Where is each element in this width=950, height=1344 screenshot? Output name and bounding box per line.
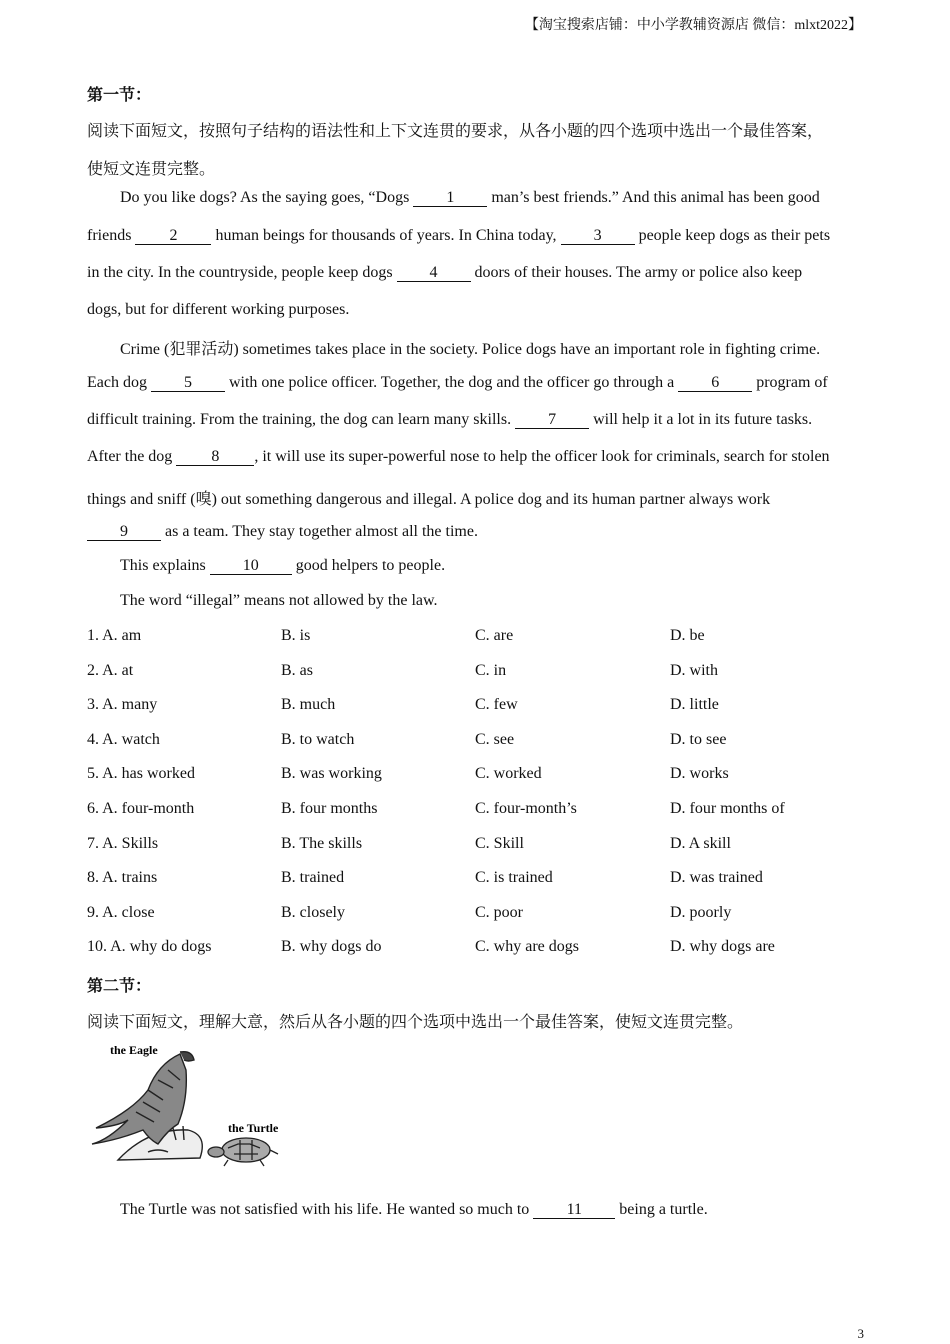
question-6-option-b[interactable]: B. four months	[281, 800, 378, 817]
question-5-option-b[interactable]: B. was working	[281, 765, 382, 783]
blank-6[interactable]: 6	[678, 375, 752, 392]
blank-11[interactable]: 11	[533, 1202, 615, 1219]
passage-2-line: After the dog 8 , it will use its super-powerful nose to help the officer look for criminals, search for stolen	[87, 448, 830, 465]
passage-2-line: 9 as a team. They stay together almost all the time.	[87, 523, 478, 541]
question-4-option-c[interactable]: C. see	[475, 730, 515, 748]
eagle-label: the Eagle	[110, 1043, 158, 1057]
question-7-option-a[interactable]: 7. A. Skills	[87, 834, 159, 852]
question-3-option-a[interactable]: 3. A. many	[87, 696, 158, 714]
question-10-option-d[interactable]: D. why dogs are	[670, 938, 775, 956]
question-3-option-b[interactable]: B. much	[281, 696, 336, 714]
question-5-option-a[interactable]: 5. A. has worked	[87, 765, 195, 783]
question-1-option-c[interactable]: C. are	[475, 627, 514, 644]
section-1-instructions-line-1: 阅读下面短文，按照句子结构的语法性和上下文连贯的要求，从各小题的四个选项中选出一个最佳答案，	[87, 123, 824, 140]
question-4-option-a[interactable]: 4. A. watch	[87, 730, 160, 748]
blank-2[interactable]: 2	[135, 228, 211, 245]
question-9-option-c[interactable]: C. poor	[475, 903, 523, 921]
question-6-option-a[interactable]: 6. A. four-month	[87, 800, 195, 817]
question-2-option-a[interactable]: 2. A. at	[87, 661, 134, 679]
section-1-instructions-line-2: 使短文连贯完整。	[87, 161, 216, 178]
passage-2-line: Each dog 5 with one police officer. Together, the dog and the officer go through a 6 program of	[87, 374, 828, 391]
passage-1-line: in the city. In the countryside, people keep dogs 4 doors of their houses. The army or police also keep	[87, 264, 803, 281]
section-2-passage-line: The Turtle was not satisfied with his life. He wanted so much to 11 being a turtle.	[120, 1201, 708, 1218]
question-1-option-d[interactable]: D. be	[670, 627, 705, 644]
question-8-option-a[interactable]: 8. A. trains	[87, 869, 158, 887]
question-5-option-d[interactable]: D. works	[670, 765, 729, 783]
eagle-icon	[92, 1052, 202, 1160]
question-7-option-d[interactable]: D. A skill	[670, 834, 731, 852]
question-6-option-c[interactable]: C. four-month’s	[475, 800, 577, 817]
question-2-option-c[interactable]: C. in	[475, 661, 507, 679]
question-10-option-a[interactable]: 10. A. why do dogs	[87, 938, 212, 956]
section-2-instructions: 阅读下面短文，理解大意，然后从各小题的四个选项中选出一个最佳答案，使短文连贯完整。	[87, 1014, 744, 1031]
turtle-label: the Turtle	[228, 1121, 279, 1135]
question-7-option-b[interactable]: B. The skills	[281, 834, 363, 852]
question-9-option-d[interactable]: D. poorly	[670, 903, 732, 921]
blank-9[interactable]: 9	[87, 524, 161, 541]
passage-4-line: The word “illegal” means not allowed by the law.	[120, 592, 438, 609]
passage-1-line: friends 2 human beings for thousands of years. In China today, 3 people keep dogs as their pets	[87, 227, 831, 244]
passage-1-line: Do you like dogs? As the saying goes, “Dogs 1 man’s best friends.” And this animal has been good	[120, 189, 820, 206]
question-7-option-c[interactable]: C. Skill	[475, 834, 524, 852]
question-10-option-b[interactable]: B. why dogs do	[281, 938, 382, 956]
page-number: 3	[857, 1326, 864, 1341]
question-4-option-b[interactable]: B. to watch	[281, 730, 355, 748]
question-3-option-c[interactable]: C. few	[475, 696, 518, 714]
question-9-option-a[interactable]: 9. A. close	[87, 903, 155, 921]
question-2-option-d[interactable]: D. with	[670, 661, 718, 679]
question-8-option-b[interactable]: B. trained	[281, 869, 345, 887]
passage-3-line: This explains 10 good helpers to people.	[120, 557, 446, 574]
question-4-option-d[interactable]: D. to see	[670, 730, 727, 748]
passage-2-line: things and sniff (嗅) out something dangerous and illegal. A police dog and its human partner always work	[87, 491, 771, 508]
question-8-option-c[interactable]: C. is trained	[475, 869, 553, 887]
turtle-icon	[208, 1138, 278, 1166]
passage-2-line: Crime (犯罪活动) sometimes takes place in the society. Police dogs have an important role in fighting crime.	[120, 341, 821, 358]
blank-10[interactable]: 10	[210, 558, 292, 575]
question-1-option-b[interactable]: B. is	[281, 627, 311, 644]
question-6-option-d[interactable]: D. four months of	[670, 800, 785, 817]
passage-2-line: difficult training. From the training, the dog can learn many skills. 7 will help it a lot in its future tasks.	[87, 411, 813, 428]
question-10-option-c[interactable]: C. why are dogs	[475, 938, 579, 956]
blank-5[interactable]: 5	[151, 375, 225, 392]
passage-1-line: dogs, but for different working purposes.	[87, 301, 350, 318]
question-1-option-a[interactable]: 1. A. am	[87, 627, 142, 644]
section-2-title: 第二节：	[87, 978, 152, 995]
section-1-title: 第一节：	[87, 87, 152, 104]
question-9-option-b[interactable]: B. closely	[281, 903, 345, 921]
question-5-option-c[interactable]: C. worked	[475, 765, 542, 783]
blank-3[interactable]: 3	[561, 228, 635, 245]
question-8-option-d[interactable]: D. was trained	[670, 869, 763, 887]
blank-4[interactable]: 4	[397, 265, 471, 282]
question-2-option-b[interactable]: B. as	[281, 661, 313, 679]
blank-8[interactable]: 8	[176, 449, 254, 466]
blank-1[interactable]: 1	[413, 190, 487, 207]
eagle-turtle-illustration	[88, 1040, 288, 1170]
page-header: 【淘宝搜索店铺：中小学教辅资源店 微信：mlxt2022】	[524, 18, 862, 33]
blank-7[interactable]: 7	[515, 412, 589, 429]
question-3-option-d[interactable]: D. little	[670, 696, 719, 714]
